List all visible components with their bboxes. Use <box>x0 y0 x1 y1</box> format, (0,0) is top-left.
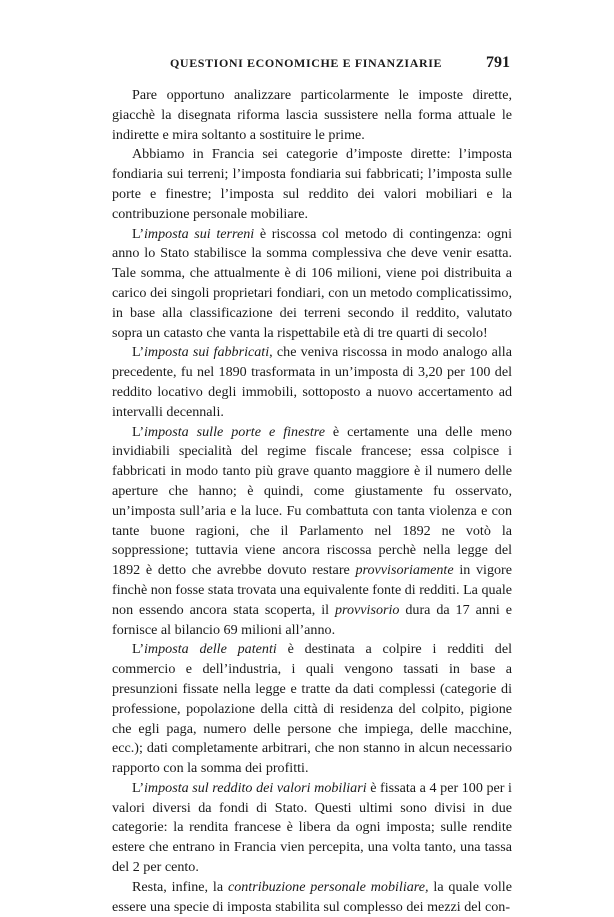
text-run: L’ <box>132 779 145 796</box>
paragraph-intro <box>112 86 512 145</box>
text-run: dura da 17 anni e fornisce al bilancio 69 milioni all’anno. <box>112 601 513 638</box>
text-run: Pare opportuno analizzare particolarmente le imposte dirette, giacchè la disegnata riforma lascia sussistere nella forma attuale le indirette e mira soltanto a sostituire le prime. <box>112 87 512 143</box>
text-run: è destinata a colpire i redditi del commercio e dell’industria, i quali vengono tassati in base a presunzioni fissate nella legge e tratte da dati complessi (categorie di professione, popolazione della città di residenza del colpito, pigione che egli paga, numero delle persone che impiega, delle macchine, ecc.); dati completamente arbitrari, che non stanno in alcun necessario rapporto con la somma dei profitti. <box>112 641 512 777</box>
text-run: è riscossa col metodo di contingenza: ogni anno lo Stato stabilisce la somma complessiva che deve venir esatta. Tale somma, che attualmente è di 106 milioni, viene poi distribuita a carico dei singoli proprietari fondiari, con un metodo complicatissimo, in base alla classificazione dei terreni secondo il reddito, valutato sopra un catasto che vanta la rispettabile età di tre quarti di secolo! <box>112 225 512 341</box>
paragraph-contribuzione-personale <box>112 878 512 917</box>
italic-term: contribuzione personale mobiliare, <box>227 878 429 895</box>
italic-term: imposta sui fabbricati <box>144 344 270 361</box>
text-run: L’ <box>132 344 145 361</box>
italic-term: provvisoriamente <box>355 562 454 579</box>
paragraph-imposta-terreni <box>112 225 512 344</box>
paragraph-categories <box>112 145 512 224</box>
text-run: L’ <box>132 225 145 242</box>
running-title: QUESTIONI ECONOMICHE E FINANZIARIE <box>170 56 443 70</box>
text-run: è certamente una delle meno invidiabili specialità del regime fiscale francese; essa colpisce i fabbricati in modo tanto più grave quanto maggiore è il numero delle aperture che hanno; è quindi, come giustamente fu osservato, un’imposta sull’aria e la luce. Fu combattuta con tanta violenza e con tante buone ragioni, che il Parlamento nel 1892 ne votò la soppressione; tuttavia viene ancora riscossa perchè nella legge del 1892 è detto che avrebbe dovuto restare <box>112 423 512 579</box>
italic-term: imposta sulle porte e finestre <box>144 423 325 440</box>
paragraph-imposta-valori-mobiliari <box>112 779 512 878</box>
text-run: la quale volle essere una specie di imposta stabilita sul complesso dei mezzi del con- <box>112 878 512 915</box>
page-header <box>112 54 510 76</box>
text-run: in vigore finchè non fosse stata trovata una equivalente fonte di redditi. La quale non essendo ancora stata scoperta, il <box>112 562 513 618</box>
paragraph-imposta-porte-finestre <box>112 423 512 641</box>
paragraph-imposta-patenti <box>112 640 512 779</box>
text-run: Resta, infine, la <box>132 878 228 895</box>
paragraph-imposta-fabbricati <box>112 343 512 422</box>
italic-term: provvisorio <box>334 601 400 618</box>
text-run: Abbiamo in Francia sei categorie d’imposte dirette: l’imposta fondiaria sui terreni; l’imposta fondiaria sui fabbricati; l’imposta sulle porte e finestre; l’imposta sul reddito dei valori mobiliari e la contribuzione personale mobiliare. <box>112 146 512 222</box>
text-run: L’ <box>132 641 145 658</box>
page-number: 791 <box>486 54 510 71</box>
text-run: L’ <box>132 423 145 440</box>
text-run: , che veniva riscossa in modo analogo alla precedente, fu nel 1890 trasformata in un’imposta di 3,20 per 100 del reddito locativo degli immobili, sottoposto a nuovo accertamento ad intervalli decennali. <box>112 344 512 420</box>
italic-term: imposta sul reddito dei valori mobiliari <box>144 779 367 796</box>
italic-term: imposta sui terreni <box>144 225 255 242</box>
italic-term: imposta delle patenti <box>144 641 277 658</box>
body-text <box>112 86 512 917</box>
text-run: è fissata a 4 per 100 per i valori diversi da fondi di Stato. Questi ultimi sono divisi in due categorie: la rendita francese è libera da ogni imposta; sulle rendite estere che entrano in Francia vien percepita, una volta tanto, una tassa del 2 per cento. <box>112 779 512 876</box>
